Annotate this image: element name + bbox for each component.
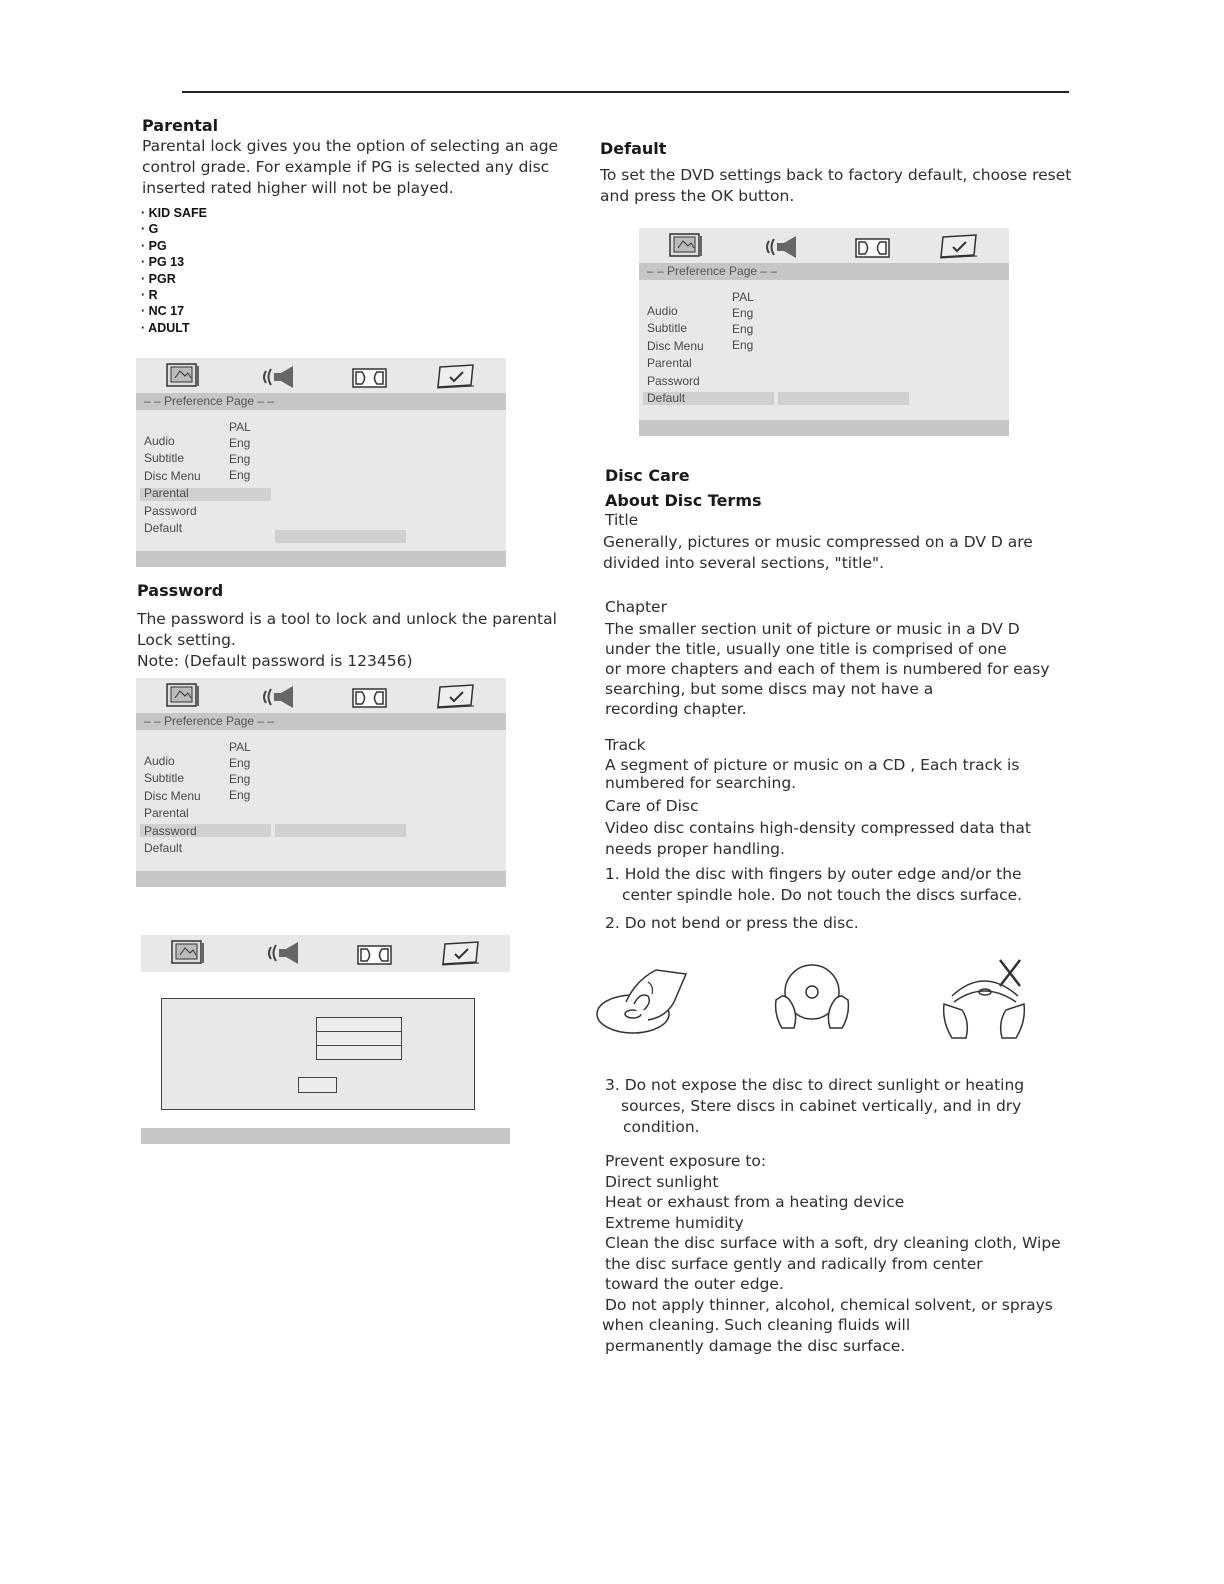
menu-item-default[interactable]: Default: [144, 841, 183, 855]
audio-setup-icon[interactable]: [260, 683, 296, 711]
text-line: condition.: [623, 1118, 700, 1136]
menu-item-subtitle[interactable]: Subtitle: [144, 451, 185, 465]
text-line: toward the outer edge.: [605, 1275, 784, 1293]
menu-item-disc-menu[interactable]: Disc Menu: [144, 469, 201, 483]
disc-menu-value: Eng: [229, 788, 251, 802]
rating-item: · PG: [141, 238, 207, 254]
text-line: Do not apply thinner, alcohol, chemical solvent, or sprays: [605, 1295, 1053, 1314]
rating-item: · G: [141, 221, 207, 237]
track-term-label: Track: [605, 736, 646, 754]
osd-title: – – Preference Page – –: [136, 713, 506, 730]
menu-item-default[interactable]: Default: [647, 391, 686, 405]
menu-item-password[interactable]: Password: [144, 824, 197, 838]
new-password-field[interactable]: [316, 1031, 402, 1046]
rating-item: · NC 17: [141, 303, 207, 319]
menu-item-disc-menu[interactable]: Disc Menu: [144, 789, 201, 803]
care-step-2: 2. Do not bend or press the disc.: [605, 914, 859, 932]
hold-disc-illustration: [596, 962, 691, 1041]
track-term-description: [605, 756, 1019, 792]
audio-setup-icon[interactable]: [763, 233, 799, 261]
dolby-icon[interactable]: [352, 368, 387, 388]
value-column-highlight: [778, 392, 909, 405]
subtitle-value: Eng: [732, 322, 754, 336]
care-of-disc-description: [605, 818, 1031, 860]
general-setup-icon[interactable]: [171, 940, 205, 966]
text-line: or more chapters and each of them is numbered for easy: [605, 660, 1050, 678]
press-disc-illustration: [768, 960, 858, 1039]
osd-icon-bar: [136, 678, 506, 713]
text-line: needs proper handling.: [605, 840, 785, 858]
text-line: Note: (Default password is 123456): [137, 652, 413, 670]
dolby-icon[interactable]: [855, 238, 890, 258]
bend-disc-illustration: [938, 956, 1030, 1050]
osd-bottom-bar: [136, 871, 506, 887]
tv-type-value: PAL: [229, 740, 251, 754]
rating-item: · PGR: [141, 271, 207, 287]
text-line: A segment of picture or music on a CD , Each track is: [605, 756, 1020, 774]
text-line: Clean the disc surface with a soft, dry cleaning cloth, Wipe: [605, 1234, 1061, 1252]
menu-item-audio[interactable]: Audio: [144, 754, 175, 768]
audio-setup-icon[interactable]: [260, 363, 296, 391]
text-line: inserted rated higher will not be played.: [142, 179, 454, 197]
osd-icon-bar-password-dialog: [141, 935, 510, 972]
tv-type-value: PAL: [732, 290, 754, 304]
disc-menu-value: Eng: [229, 468, 251, 482]
text-line: Extreme humidity: [605, 1213, 744, 1232]
text-line: and press the OK button.: [600, 187, 795, 205]
general-setup-icon[interactable]: [166, 683, 200, 709]
text-line: when cleaning. Such cleaning fluids will: [602, 1316, 911, 1334]
text-line: To set the DVD settings back to factory default, choose reset: [600, 166, 1072, 184]
text-line: the disc surface gently and radically from center: [605, 1254, 983, 1273]
subtitle-value: Eng: [229, 772, 251, 786]
about-disc-terms-heading: About Disc Terms: [605, 491, 762, 510]
password-heading: Password: [137, 581, 224, 600]
parental-description: [142, 136, 558, 199]
audio-value: Eng: [732, 306, 754, 320]
title-term-description: [603, 532, 1033, 574]
prevent-exposure-list: [602, 1151, 1061, 1356]
osd-title: – – Preference Page – –: [639, 263, 1009, 280]
menu-item-audio[interactable]: Audio: [647, 304, 678, 318]
menu-item-parental[interactable]: Parental: [144, 486, 189, 500]
osd-menu-password: [136, 678, 506, 887]
top-rule: [182, 91, 1069, 93]
chapter-term-description: [605, 619, 1050, 719]
osd-bottom-bar: [136, 551, 506, 567]
menu-item-audio[interactable]: Audio: [144, 434, 175, 448]
general-setup-icon[interactable]: [166, 363, 200, 389]
menu-item-subtitle[interactable]: Subtitle: [144, 771, 185, 785]
text-line: Video disc contains high-density compressed data that: [605, 819, 1031, 837]
default-heading: Default: [600, 139, 667, 158]
rating-item: · KID SAFE: [141, 205, 207, 221]
menu-item-parental[interactable]: Parental: [144, 806, 189, 820]
text-line: 1. Hold the disc with fingers by outer edge and/or the: [605, 865, 1022, 883]
menu-item-default[interactable]: Default: [144, 521, 183, 535]
text-line: Parental lock gives you the option of selecting an age: [142, 137, 559, 155]
osd-icon-bar: [639, 228, 1009, 263]
parental-heading: Parental: [142, 116, 219, 135]
preference-icon[interactable]: [441, 941, 481, 969]
value-column-highlight: [275, 824, 406, 837]
text-line: center spindle hole. Do not touch the discs surface.: [622, 886, 1023, 904]
old-password-field[interactable]: [316, 1017, 402, 1032]
rating-item: · R: [141, 287, 207, 303]
text-line: Heat or exhaust from a heating device: [605, 1193, 905, 1211]
text-line: permanently damage the disc surface.: [605, 1336, 906, 1355]
care-step-3: [605, 1075, 1024, 1138]
disc-care-heading: Disc Care: [605, 466, 690, 485]
text-line: divided into several sections, "title".: [603, 554, 885, 572]
confirm-password-field[interactable]: [316, 1045, 402, 1060]
text-line: recording chapter.: [605, 700, 747, 718]
text-line: numbered for searching.: [605, 774, 797, 792]
preference-icon[interactable]: [436, 364, 476, 392]
text-line: Generally, pictures or music compressed on a DV D are: [603, 533, 1033, 551]
text-line: sources, Stere discs in cabinet vertically, and in dry: [621, 1097, 1022, 1115]
menu-item-password[interactable]: Password: [647, 374, 700, 388]
audio-setup-icon[interactable]: [265, 939, 301, 967]
osd-title: – – Preference Page – –: [136, 393, 506, 410]
general-setup-icon[interactable]: [669, 233, 703, 259]
dolby-icon[interactable]: [357, 945, 392, 965]
audio-value: Eng: [229, 756, 251, 770]
osd-bottom-bar: [141, 1128, 510, 1144]
text-line: 3. Do not expose the disc to direct sunlight or heating: [605, 1076, 1025, 1094]
default-description: [600, 165, 1071, 207]
menu-item-parental[interactable]: Parental: [647, 356, 692, 370]
text-line: under the title, usually one title is comprised of one: [605, 640, 1007, 658]
rating-item: · ADULT: [141, 320, 207, 336]
audio-value: Eng: [229, 436, 251, 450]
text-line: The smaller section unit of picture or music in a DV D: [605, 620, 1020, 638]
title-term-label: Title: [605, 511, 639, 529]
dolby-icon[interactable]: [352, 688, 387, 708]
menu-item-subtitle[interactable]: Subtitle: [647, 321, 688, 335]
tv-type-value: PAL: [229, 420, 251, 434]
text-line: The password is a tool to lock and unlock the parental: [137, 610, 557, 628]
disc-menu-value: Eng: [732, 338, 754, 352]
menu-item-disc-menu[interactable]: Disc Menu: [647, 339, 704, 353]
osd-icon-bar: [136, 358, 506, 393]
text-line: Lock setting.: [137, 631, 236, 649]
osd-bottom-bar: [639, 420, 1009, 436]
value-column-highlight: [275, 530, 406, 543]
text-line: Prevent exposure to:: [605, 1152, 767, 1170]
password-description: [137, 609, 557, 672]
rating-list: [141, 205, 207, 336]
osd-menu-default: [639, 228, 1009, 436]
preference-icon[interactable]: [436, 684, 476, 712]
osd-menu-parental: [136, 358, 506, 567]
chapter-term-label: Chapter: [605, 598, 667, 616]
text-line: Direct sunlight: [605, 1172, 719, 1191]
care-of-disc-label: Care of Disc: [605, 797, 699, 815]
care-step-1: [605, 864, 1022, 906]
rating-item: · PG 13: [141, 254, 207, 270]
subtitle-value: Eng: [229, 452, 251, 466]
preference-icon[interactable]: [939, 234, 979, 262]
text-line: searching, but some discs may not have a: [605, 680, 934, 698]
password-dialog: [161, 998, 475, 1110]
menu-item-password[interactable]: Password: [144, 504, 197, 518]
text-line: control grade. For example if PG is selected any disc: [142, 158, 550, 176]
ok-button[interactable]: [298, 1077, 337, 1093]
